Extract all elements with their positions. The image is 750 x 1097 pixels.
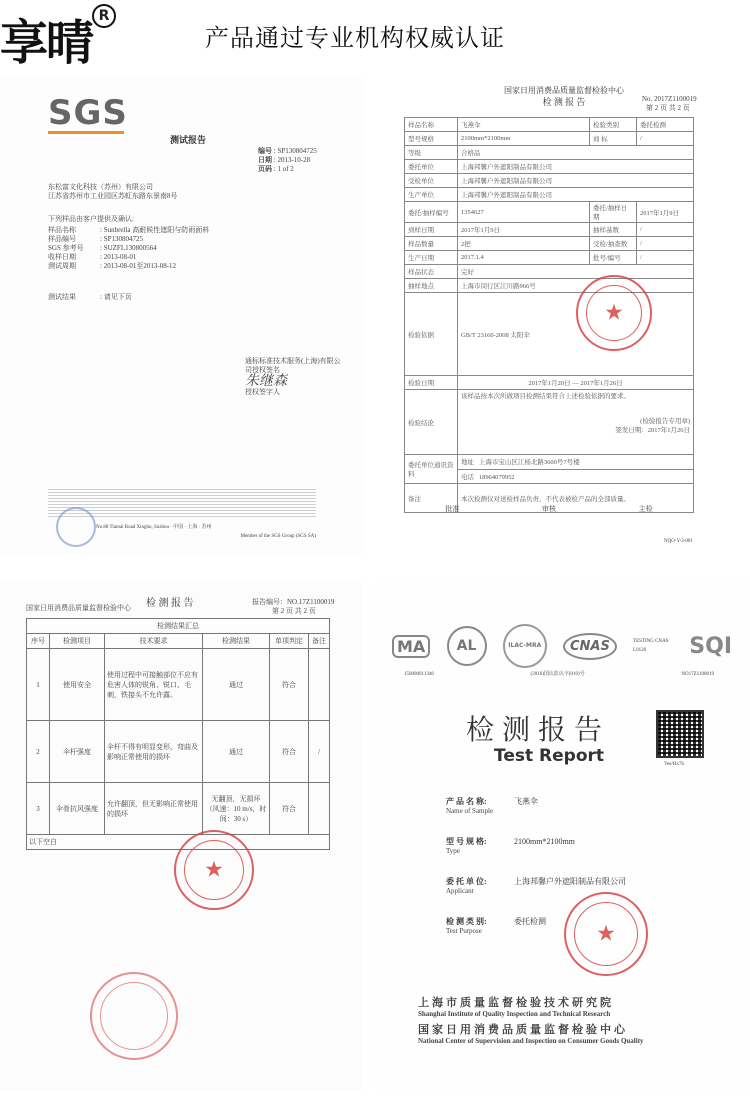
meta-row: 日期 : 2013-10-28 [258,156,311,164]
report1-page: 第 2 页 共 2 页 [646,104,690,112]
form-row: 等级 合格品 [405,146,694,160]
report3-title-cn: 检测报告 [466,713,611,746]
table-row: 3 伞骨抗风强度 允许翻顶，但无影响正常使用的损坏 无翻顶，无损坏（风速：10 m/s，时间：30 s） 符合 [27,783,330,835]
red-seal-stamp: ★ [174,830,254,910]
table-row: 1 使用安全 使用过程中可接触部位不应有危害人体的锐角、锐口、毛刺，铁接头不允许露。 通过 符合 [27,649,330,721]
report1-no: No. 2017Z1100019 [642,95,697,103]
page-header [0,0,750,70]
form-row: 生产单位 上海邦馨户外遮阳制品有限公司 [405,188,694,202]
sgs-test-report [0,75,362,555]
report2-org: 国家日用消费品质量监督检验中心 [26,604,131,612]
field-row: 收样日期 : 2013-08-01 [48,253,137,261]
red-seal-stamp [90,972,178,1060]
form-row: 样品名称 飞燕伞 检验类别 委托检测 [405,118,694,132]
report2-table [26,618,330,850]
field-row: 样品名称 : Sunbrella 高耐候性遮阳与防雨面料 [48,226,210,234]
sgs-meta [258,147,317,174]
form-row: 检验日期 2017年1月20日 — 2017年1月26日 [405,376,694,390]
form-row: 备注 本次检测仅对送检样品负责，不代表被检产品的全部质量。 [405,484,694,513]
form-row: 委托单位 上海邦馨户外遮阳制品有限公司 [405,160,694,174]
form-row: 委托/抽样编号 1354627 委托/抽样日期 2017年1月9日 [405,202,694,223]
red-seal-stamp: ★ [564,892,648,976]
field-row: 样品编号 : SP130804725 [48,235,143,243]
report1-org: 国家日用消费品质量监督检验中心 [504,86,624,95]
qr-code-icon [656,710,704,758]
field-row: 检 测 类 别: 委托检测 Test Purpose [446,917,546,935]
field-row: 测试周期 : 2013-08-01至2013-08-12 [48,262,177,270]
inspection-results-table [0,580,362,1090]
table-header: 序号 检测项目 技术要求 检测结果 单项判定 备注 [27,634,330,649]
brand-logo: 享晴 [0,15,93,71]
cert-logos [392,624,732,668]
table-row: 2 伞杆强度 伞杆不得有明显变形、弯曲及影响正常使用的损坏 通过 符合 / [27,721,330,783]
form-row: 委托单位通讯资料 地址 上海市宝山区江杨北路3600号7号楼 [405,455,694,470]
cnas-caption: TESTING CNAS L0126 [633,639,669,653]
cal-logo-icon: AL [447,626,487,666]
form-row: 电话 18964079952 [405,469,694,484]
sgs-client: 东松富文化科技（苏州）有限公司 江苏省苏州市工业园区苏虹东路东景南8号 [48,183,178,200]
form-row: 到样日期 2017年1月9日 抽样基数 / [405,223,694,237]
field-row: 委 托 单 位: 上海邦馨户外遮阳制品有限公司 Applicant [446,877,626,895]
field-row: SGS 参考号 : SUZFL130800564 [48,244,157,252]
report1-signatures: 批准 审核 主检 [445,505,653,513]
report2-page: 第 2 页 共 2 页 [272,607,316,615]
report1-form-no: NQO-Y-3-001 [664,539,693,544]
report2-title: 检 测 报 告 [146,598,194,609]
form-row: 样品数量 2把 受检/抽查数 / [405,237,694,251]
form-row: 样品状态 完好 [405,265,694,279]
headline: 产品通过专业机构权威认证 [205,24,505,52]
sgs-signature: 通标标准技术服务(上海)有限公司授权签名 朱继森 授权签字人 [245,357,345,397]
field-row: 产 品 名 称: 飞燕伞 Name of Sample [446,797,538,815]
form-row: 生产日期 2017.1.4 批号/编号 / [405,251,694,265]
cnas-logo-icon: CNAS [563,633,617,660]
test-report-cover [374,580,750,1090]
meta-row: 页码 : 1 of 2 [258,165,294,173]
form-row: 受检单位 上海邦馨户外遮阳制品有限公司 [405,174,694,188]
signature-handwriting: 朱继森 [245,373,287,389]
inspection-report-form [374,75,750,555]
sgs-seal-icon [56,507,96,547]
form-row: 型号规格 2100mm*2100mm 商 标 / [405,132,694,146]
end-row: 以下空白 [27,835,330,850]
form-row: 检验依据 GB/T 23160-2008 太阳伞 [405,293,694,376]
red-seal-stamp: ★ [576,275,652,351]
sgs-report-title: 测试报告 [170,135,207,145]
registered-mark: R [92,4,116,28]
ilac-mra-logo-icon: ILAC-MRA [503,624,547,668]
report3-title-en: Test Report [494,746,605,766]
form-row: 抽样地点 上海市闵行区江川路966号 [405,279,694,293]
report3-footer: 上海市质量监督检验技术研究院 Shanghai Institute of Quality Inspection and Technical Research 国家日用消费品质量监督检验中心 National Center of Supervision and Inspection on Consumer Goods Quality [418,996,644,1045]
meta-row: 编号 : SP130804725 [258,147,317,155]
qr-caption: Vee/Hx7b [664,762,684,767]
report3-codes: 150000011346 (2016)国认监认字(010)号 NO17Z1100019 [404,672,714,677]
sqi-logo-icon: SQI [689,633,732,659]
summary-row: 检测结果汇总 [27,619,330,634]
sgs-logo: SGS [48,93,128,133]
field-row: 型 号 规 格: 2100mm*2100mm Type [446,837,575,855]
sgs-footer: No.88 Tiantai Road Xinghu, Suzhou · 中国 · 上海 · 苏州 Member of the SGS Group (SGS SA) [96,525,316,539]
form-row: 检验结论 该样品按本次所做项目检测结果符合上述检验依据的要求。 (检验报告专用章) 签发日期：2017年1月26日 [405,390,694,455]
sgs-result: 测试结果 : 请见下页 [48,293,132,301]
report1-title: 检 测 报 告 [542,97,586,107]
report2-no: 报告编号：NO.17Z1100019 [252,598,335,606]
cma-logo-icon: MA [392,635,430,658]
sgs-fields: 下列样品由客户提供及确认: 样品名称 : Sunbrella 高耐候性遮阳与防雨面料 样品编号 : SP130804725 SGS 参考号 : SUZFL130800564 收样日期 : 2013-08-01 测试周期 : 2013-08-01至2013-08-12 [48,215,298,271]
